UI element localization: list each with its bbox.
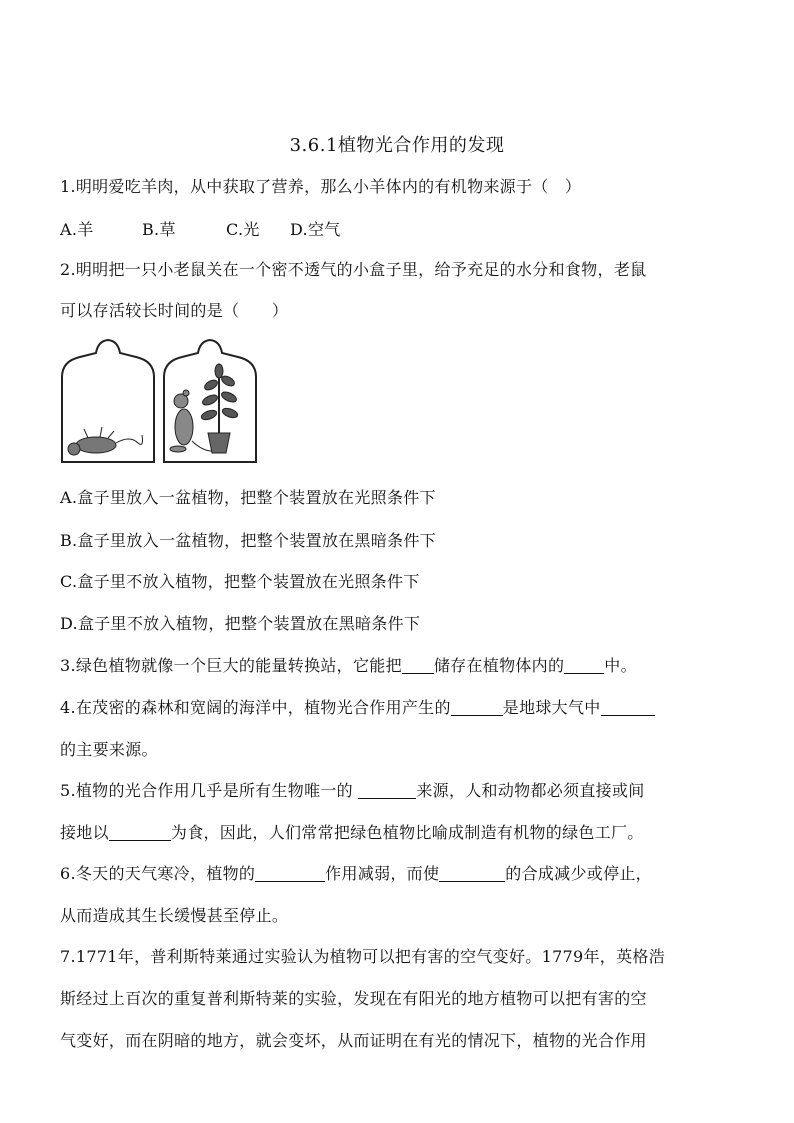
question-2-stem-line1: 2.明明把一只小老鼠关在一个密不透气的小盒子里，给予充足的水分和食物，老鼠	[60, 260, 647, 279]
question-2-option-c: C.盒子里不放入植物，把整个装置放在光照条件下	[60, 572, 420, 591]
question-1-stem: 1.明明爱吃羊肉，从中获取了营养，那么小羊体内的有机物来源于（ ）	[60, 177, 582, 196]
answer-blank	[439, 865, 505, 882]
dead-mouse-icon	[68, 427, 143, 455]
answer-blank	[451, 699, 503, 716]
answer-blank	[255, 865, 325, 882]
answer-blank	[564, 657, 604, 674]
answer-blank	[402, 657, 434, 674]
question-4-line2: 的主要来源。	[60, 740, 158, 759]
question-5-line2: 接地以 为食，因此，人们常常把绿色植物比喻成制造有机物的绿色工厂。	[60, 823, 644, 842]
potted-plant-icon	[200, 364, 239, 453]
question-7-line2: 斯经过上百次的重复普利斯特莱的实验，发现在有阳光的地方植物可以把有害的空	[60, 989, 647, 1008]
bell-jar-mouse-figure	[58, 335, 258, 465]
option-a: A.羊	[60, 220, 94, 239]
question-2-stem-line2: 可以存活较长时间的是（ ）	[60, 301, 289, 320]
option-b: B.草	[142, 220, 176, 239]
answer-blank	[109, 824, 171, 841]
question-7-line3: 气变好，而在阴暗的地方，就会变坏，从而证明在有光的情况下，植物的光合作用	[60, 1031, 647, 1050]
question-6-line2: 从而造成其生长缓慢甚至停止。	[60, 906, 289, 925]
option-d: D.空气	[290, 220, 341, 239]
answer-blank	[601, 699, 655, 716]
question-4-line1: 4.在茂密的森林和宽阔的海洋中，植物光合作用产生的 是地球大气中	[60, 695, 655, 718]
question-2-option-b: B.盒子里放入一盆植物，把整个装置放在黑暗条件下	[60, 531, 437, 550]
question-3: 3.绿色植物就像一个巨大的能量转换站，它能把 储存在植物体内的 中。	[60, 656, 637, 675]
question-2-option-d: D.盒子里不放入植物，把整个装置放在黑暗条件下	[60, 614, 421, 633]
option-c: C.光	[226, 220, 260, 239]
question-1-options	[60, 217, 341, 240]
question-6-line1: 6.冬天的天气寒冷，植物的 作用减弱，而使 的合成减少或停止，	[60, 864, 652, 883]
answer-blank	[358, 782, 416, 799]
question-7-line1: 7.1771年，普利斯特莱通过实验认为植物可以把有害的空气变好。1779年，英格浩	[60, 947, 666, 966]
page-title: 3.6.1植物光合作用的发现	[289, 135, 505, 156]
question-2-option-a: A.盒子里放入一盆植物，把整个装置放在光照条件下	[60, 488, 436, 507]
question-5-line1: 5.植物的光合作用几乎是所有生物唯一的 来源，人和动物都必须直接或间	[60, 781, 645, 800]
